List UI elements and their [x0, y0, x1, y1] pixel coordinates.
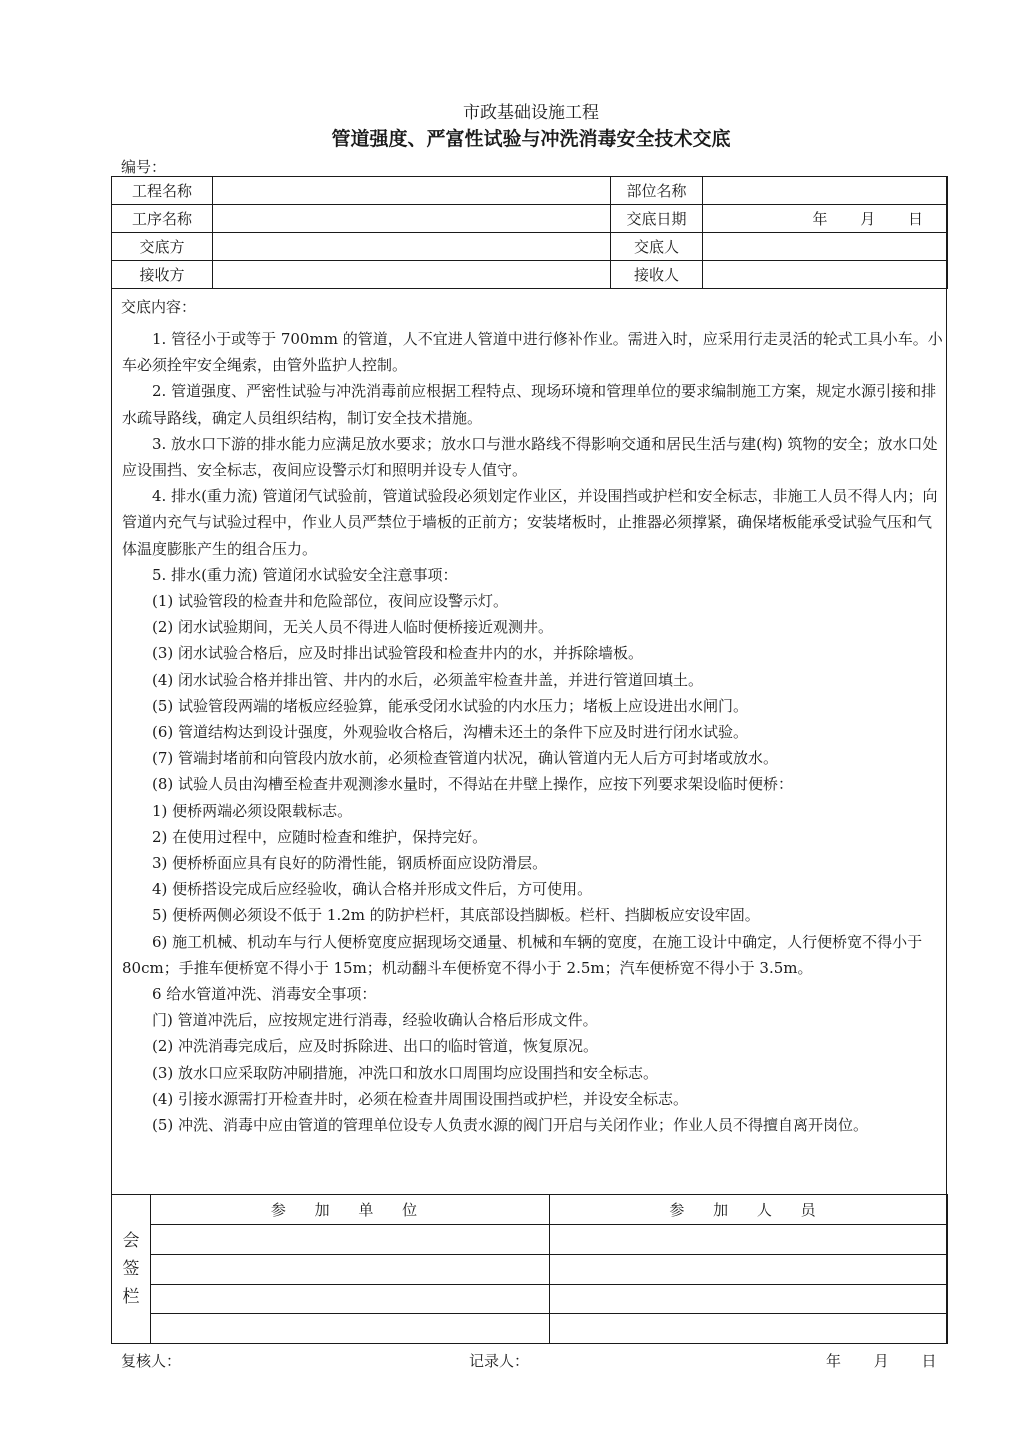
briefing-party-field[interactable] — [213, 233, 611, 261]
content-paragraph: 3) 便桥桥面应具有良好的防滑性能，钢质桥面应设防滑层。 — [152, 854, 548, 873]
sign-row — [112, 1225, 948, 1255]
content-paragraph: (6) 管道结构达到设计强度，外观验收合格后，沟槽未还土的条件下应及时进行闭水试验。 — [152, 723, 749, 742]
content-paragraph: (7) 管端封堵前和向管段内放水前，必须检查管道内状况，确认管道内无人后方可封堵或放水。 — [152, 749, 779, 768]
content-paragraph: 5. 排水(重力流) 管道闭水试验安全注意事项： — [152, 565, 458, 584]
content-paragraph: 门) 管道冲洗后，应按规定进行消毒，经验收确认合格后形成文件。 — [152, 1011, 598, 1030]
sign-table — [111, 1194, 948, 1344]
project-name-label: 工程名称 — [112, 177, 213, 205]
unit-cell[interactable] — [151, 1254, 550, 1284]
project-name-field[interactable] — [213, 177, 611, 205]
recorder-label: 记录人： — [469, 1352, 530, 1370]
participating-unit-header: 参 加 单 位 — [151, 1195, 550, 1225]
person-cell[interactable] — [550, 1284, 948, 1314]
content-paragraph: 1) 便桥两端必须设限载标志。 — [152, 801, 353, 820]
info-row — [112, 261, 948, 289]
info-row — [112, 205, 948, 233]
process-name-field[interactable] — [213, 205, 611, 233]
briefing-date-label: 交底日期 — [611, 205, 703, 233]
content-paragraph: (2) 冲洗消毒完成后，应及时拆除进、出口的临时管道，恢复原况。 — [152, 1037, 599, 1056]
briefing-date-field[interactable]: 年 月 日 — [703, 205, 948, 233]
content-paragraph: (3) 闭水试验合格后，应及时排出试验管段和检查井内的水，并拆除墙板。 — [152, 644, 644, 663]
document-subtitle: 市政基础设施工程 — [463, 103, 599, 123]
briefer-label: 交底人 — [611, 233, 703, 261]
content-paragraph: (3) 放水口应采取防冲刷措施，冲洗口和放水口周围均应设围挡和安全标志。 — [152, 1063, 659, 1082]
briefer-field[interactable] — [703, 233, 948, 261]
footer-date: 年 月 日 — [826, 1352, 951, 1370]
content-paragraph: 6) 施工机械、机动车与行人便桥宽度应据现场交通量、机械和车辆的宽度，在施工设计中确定，人行便桥宽不得小于 80cm；手推车便桥宽不得小于 15m；机动翻斗车便桥宽不得小于 2.5m；汽车便桥宽不得小于 3.5m。 — [122, 932, 923, 977]
info-row — [112, 177, 948, 205]
content-paragraph: 5) 便桥两侧必须设不低于 1.2m 的防护栏杆，其底部设挡脚板。栏杆、挡脚板应安设牢固。 — [152, 906, 760, 925]
content-paragraph: 4. 排水(重力流) 管道闭气试验前，管道试验段必须划定作业区，并设围挡或护栏和安全标志，非施工人员不得人内；向管道内充气与试验过程中，作业人员严禁位于墙板的正前方；安装堵板时，止推器必须撑紧，确保堵板能承受试验气压和气体温度膨胀产生的组合压力。 — [122, 487, 938, 558]
info-table — [111, 176, 948, 289]
section-name-field[interactable] — [703, 177, 948, 205]
content-paragraph: 2) 在使用过程中，应随时检查和维护，保持完好。 — [152, 827, 488, 846]
person-cell[interactable] — [550, 1314, 948, 1344]
content-paragraph: (4) 引接水源需打开检查井时，必须在检查井周围设围挡或护栏，并设安全标志。 — [152, 1089, 689, 1108]
reviewer-label: 复核人： — [121, 1352, 182, 1370]
content-paragraph: (5) 试验管段两端的堵板应经验算，能承受闭水试验的内水压力；堵板上应设进出水闸门。 — [152, 696, 749, 715]
sign-header-row — [112, 1195, 948, 1225]
sign-label-char: 会 — [122, 1231, 140, 1251]
person-cell[interactable] — [550, 1254, 948, 1284]
unit-cell[interactable] — [151, 1314, 550, 1344]
sign-row — [112, 1284, 948, 1314]
document-title: 管道强度、严富性试验与冲洗消毒安全技术交底 — [331, 128, 731, 150]
content-paragraph: (5) 冲洗、消毒中应由管道的管理单位设专人负责水源的阀门开启与关闭作业；作业人员不得擅自离开岗位。 — [152, 1116, 869, 1135]
content-paragraph: 6 给水管道冲洗、消毒安全事项： — [152, 985, 377, 1004]
content-paragraph: 2. 管道强度、严密性试验与冲洗消毒前应根据工程特点、现场环境和管理单位的要求编制施工方案，规定水源引接和排水疏导路线，确定人员组织结构，制订安全技术措施。 — [122, 382, 937, 427]
content-paragraph: (8) 试验人员由沟槽至检查井观测渗水量时，不得站在井壁上操作，应按下列要求架设临时便桥： — [152, 775, 794, 794]
sign-label-char: 签 — [122, 1259, 140, 1279]
briefing-party-label: 交底方 — [112, 233, 213, 261]
section-name-label: 部位名称 — [611, 177, 703, 205]
participating-person-header: 参 加 人 员 — [550, 1195, 948, 1225]
content-paragraph: 3. 放水口下游的排水能力应满足放水要求；放水口与泄水路线不得影响交通和居民生活与建(构) 筑物的安全；放水口处应设围挡、安全标志，夜间应设警示灯和照明并设专人值守。 — [122, 434, 938, 480]
content-label: 交底内容： — [121, 298, 197, 316]
receiving-party-label: 接收方 — [112, 261, 213, 289]
sign-row — [112, 1254, 948, 1284]
info-row — [112, 233, 948, 261]
sign-label-char: 栏 — [122, 1287, 140, 1307]
process-name-label: 工序名称 — [112, 205, 213, 233]
person-cell[interactable] — [550, 1225, 948, 1255]
number-label: 编号： — [121, 158, 167, 176]
sign-section-label — [112, 1195, 151, 1344]
content-paragraph: (4) 闭水试验合格并排出管、井内的水后，必须盖牢检查井盖，并进行管道回填土。 — [152, 670, 704, 689]
sign-row — [112, 1314, 948, 1344]
unit-cell[interactable] — [151, 1284, 550, 1314]
content-paragraph: 4) 便桥搭设完成后应经验收，确认合格并形成文件后，方可使用。 — [152, 880, 593, 899]
receiver-field[interactable] — [703, 261, 948, 289]
content-paragraph: 1. 管径小于或等于 700mm 的管道，人不宜进人管道中进行修补作业。需进入时，应采用行走灵活的轮式工具小车。小车必须拴牢安全绳索，由管外监护人控制。 — [122, 330, 943, 375]
receiver-label: 接收人 — [611, 261, 703, 289]
content-body — [122, 326, 944, 1138]
content-paragraph: (1) 试验管段的检查井和危险部位，夜间应设警示灯。 — [152, 592, 509, 611]
receiving-party-field[interactable] — [213, 261, 611, 289]
content-paragraph: (2) 闭水试验期间，无关人员不得进人临时便桥接近观测井。 — [152, 618, 554, 637]
unit-cell[interactable] — [151, 1225, 550, 1255]
